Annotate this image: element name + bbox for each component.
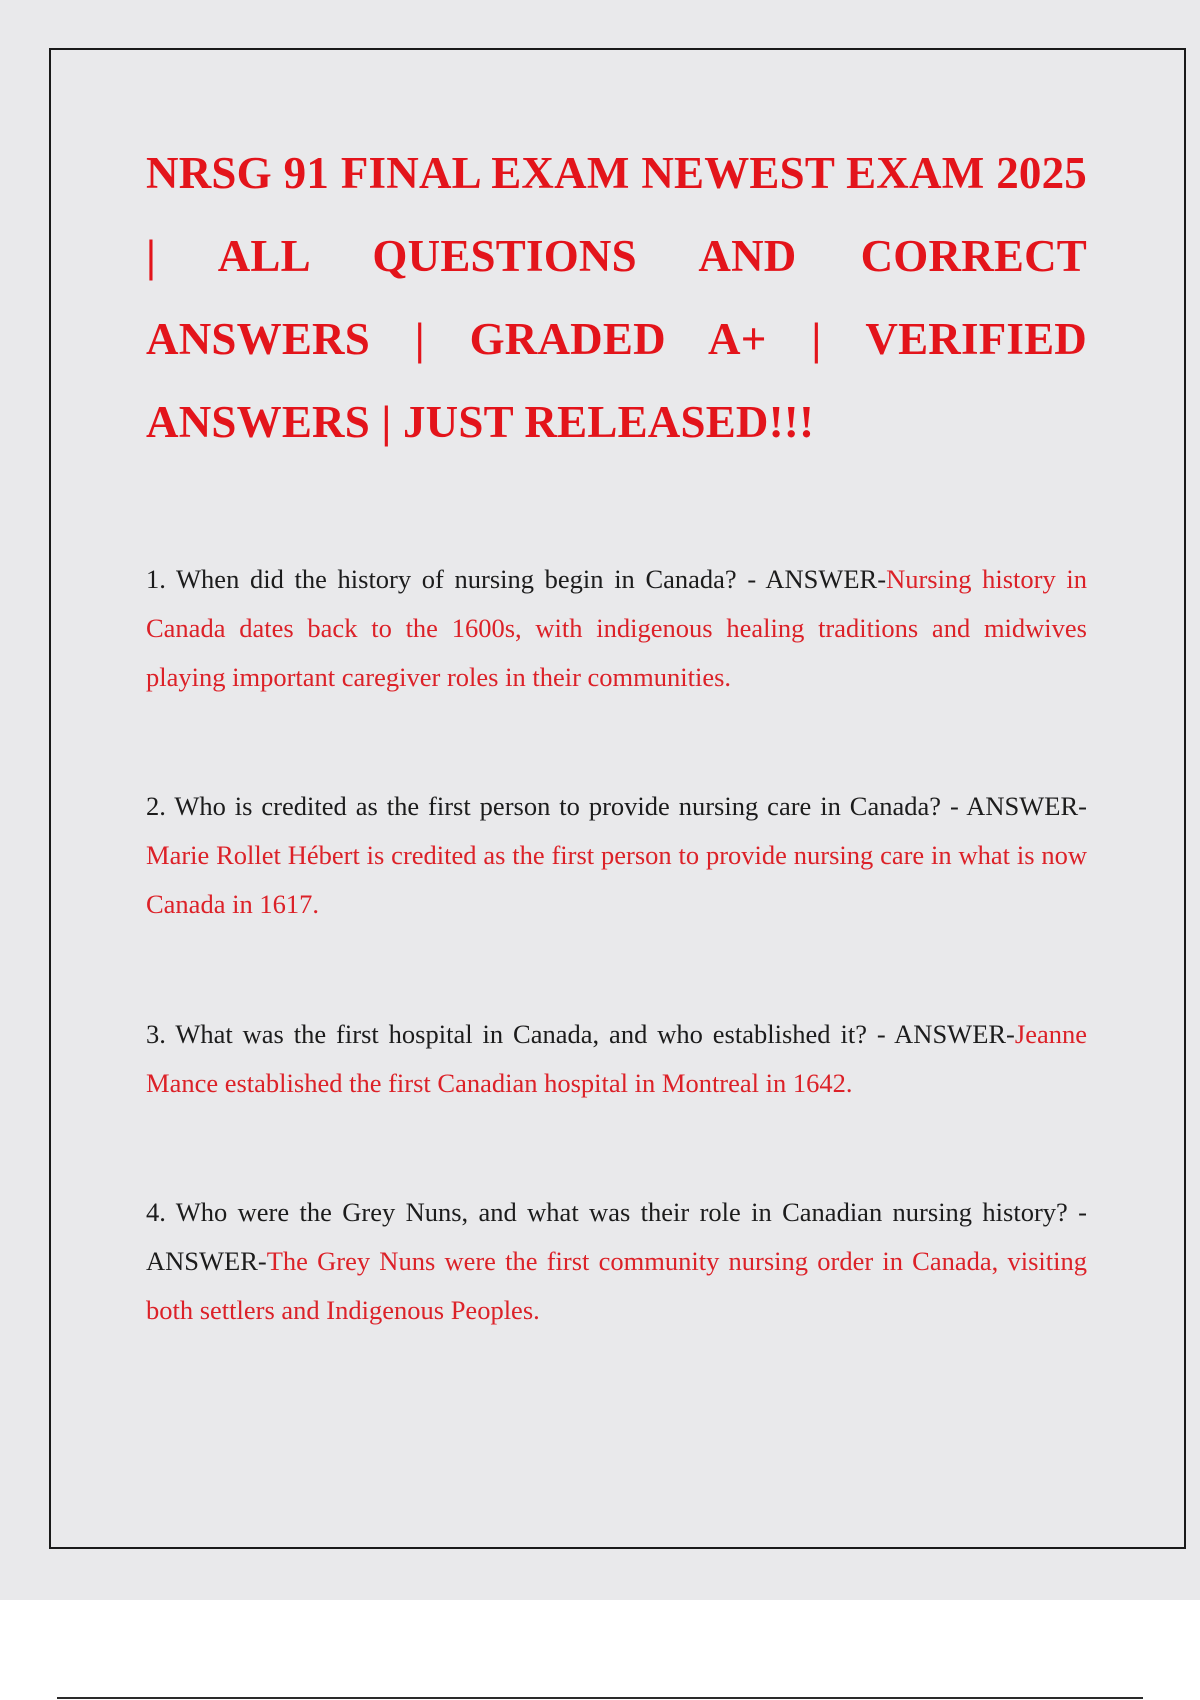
question-text: 3. What was the first hospital in Canada, and who established it? - ANSWER- [146,1019,1015,1049]
answer-text: Nursing history in Canada dates back to the 1600s, with indigenous healing traditions and midwives playing important caregiver roles in their communities. [146,564,1087,692]
qa-item-2 [146,782,1087,929]
question-text: 4. Who were the Grey Nuns, and what was their role in Canadian nursing history? - ANSWER- [146,1197,1087,1276]
document-title: NRSG 91 FINAL EXAM NEWEST EXAM 2025 | ALL QUESTIONS AND CORRECT ANSWERS | GRADED A+ | VERIFIED ANSWERS | JUST RELEASED!!! [146,148,1087,447]
footer-divider [57,1697,1143,1699]
qa-item-4 [146,1188,1087,1335]
answer-text: Jeanne Mance established the first Canadian hospital in Montreal in 1642. [146,1019,1087,1098]
qa-item-3 [146,1010,1087,1108]
answer-text: Marie Rollet Hébert is credited as the first person to provide nursing care in what is now Canada in 1617. [146,840,1087,919]
answer-text: The Grey Nuns were the first community nursing order in Canada, visiting both settlers and Indigenous Peoples. [146,1246,1087,1325]
qa-item-1 [146,555,1087,702]
question-text: 1. When did the history of nursing begin in Canada? - ANSWER- [146,564,887,594]
question-text: 2. Who is credited as the first person to provide nursing care in Canada? - ANSWER- [146,791,1087,821]
